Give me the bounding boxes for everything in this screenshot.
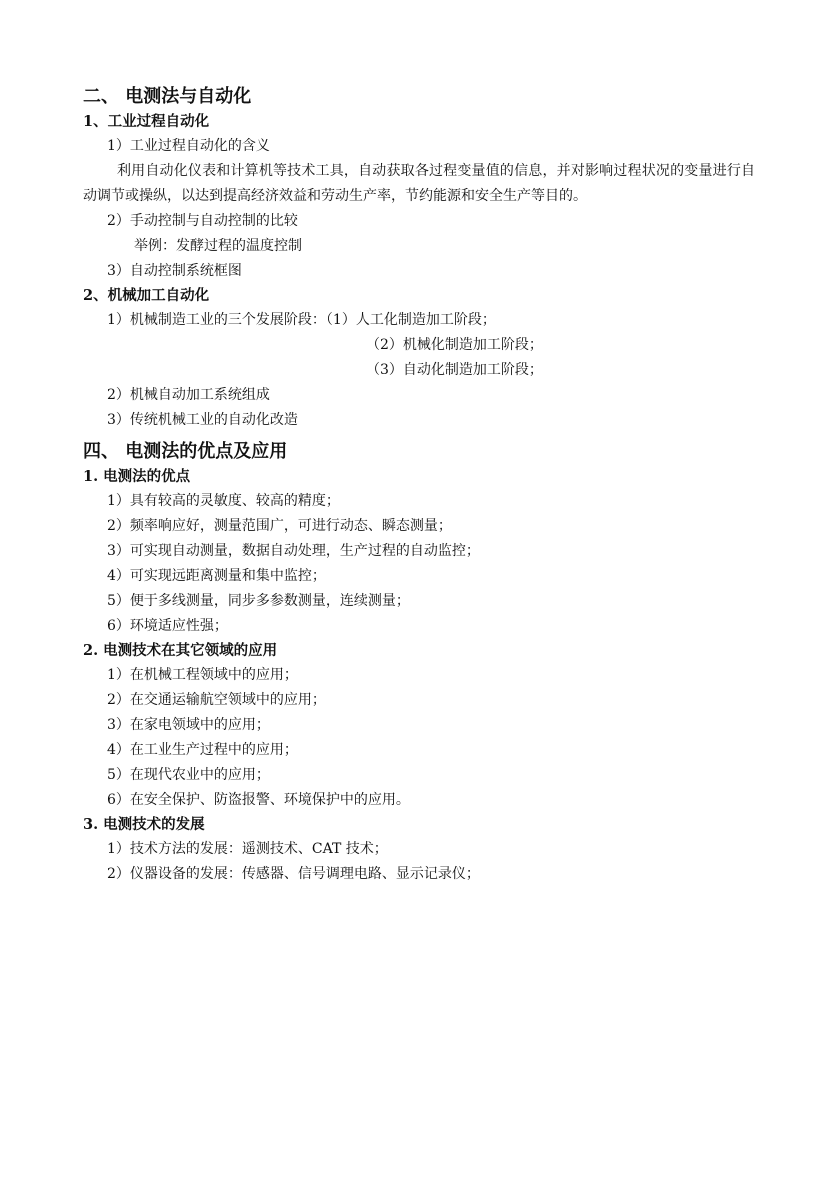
section-2-title: 二、 电测法与自动化	[83, 86, 252, 107]
list-item: 3）可实现自动测量，数据自动处理，生产过程的自动监控；	[107, 543, 480, 559]
document-content	[83, 84, 755, 887]
list-item: 1）工业过程自动化的含义	[107, 138, 270, 154]
stage-list-label: 1）机械制造工业的三个发展阶段：	[107, 312, 326, 328]
stage-row	[83, 333, 755, 358]
stage-item: （2）机械化制造加工阶段；	[366, 337, 543, 353]
list-item: 1）技术方法的发展：遥测技术、CAT 技术；	[107, 841, 388, 857]
list-item: 3）传统机械工业的自动化改造	[107, 412, 298, 428]
list-item: 2）手动控制与自动控制的比较	[107, 213, 298, 229]
list-item: 5）便于多线测量，同步多参数测量，连续测量；	[107, 593, 410, 609]
stage-item: （3）自动化制造加工阶段；	[366, 362, 543, 378]
section-4-1-heading: 1. 电测法的优点	[83, 468, 191, 485]
list-item: 1）具有较高的灵敏度、较高的精度；	[107, 493, 340, 509]
list-item: 2）机械自动加工系统组成	[107, 387, 270, 403]
example-line: 举例：发酵过程的温度控制	[134, 238, 302, 254]
list-item: 6）环境适应性强；	[107, 618, 228, 634]
section-4-3-heading: 3. 电测技术的发展	[83, 816, 205, 833]
list-item: 2）仪器设备的发展：传感器、信号调理电路、显示记录仪；	[107, 866, 480, 882]
list-item: 3）在家电领域中的应用；	[107, 717, 270, 733]
list-item: 4）可实现远距离测量和集中监控；	[107, 568, 326, 584]
list-item: 4）在工业生产过程中的应用；	[107, 742, 298, 758]
list-item: 2）在交通运输航空领域中的应用；	[107, 692, 326, 708]
section-4-2-heading: 2. 电测技术在其它领域的应用	[83, 642, 278, 659]
list-item: 6）在安全保护、防盗报警、环境保护中的应用。	[107, 792, 410, 808]
section-2-2-heading: 2、机械加工自动化	[83, 287, 210, 304]
list-item: 3）自动控制系统框图	[107, 263, 242, 279]
stage-item: （1）人工化制造加工阶段；	[325, 312, 496, 328]
section-2-1-heading: 1、工业过程自动化	[83, 113, 210, 130]
stage-row	[83, 358, 755, 383]
list-item: 1）在机械工程领域中的应用；	[107, 667, 298, 683]
list-item: 5）在现代农业中的应用；	[107, 767, 270, 783]
stage-row	[83, 308, 755, 333]
definition-paragraph: 利用自动化仪表和计算机等技术工具，自动获取各过程变量值的信息，并对影响过程状况的变量进行自动调节或操纵，以达到提高经济效益和劳动生产率，节约能源和安全生产等目的。	[83, 163, 755, 204]
section-4-title: 四、 电测法的优点及应用	[83, 441, 288, 462]
list-item: 2）频率响应好，测量范围广，可进行动态、瞬态测量；	[107, 518, 452, 534]
